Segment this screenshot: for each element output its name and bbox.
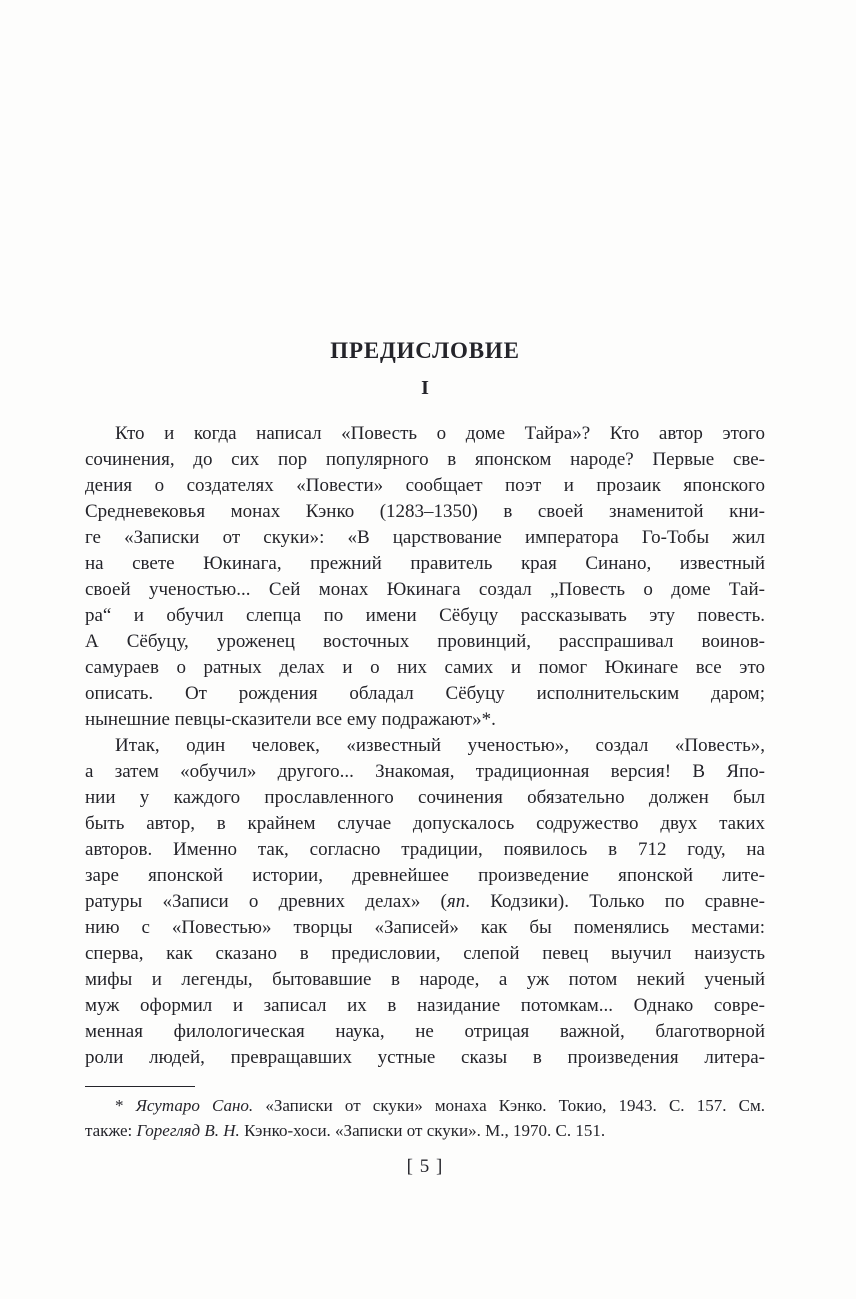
- preface-title: ПРЕДИСЛОВИЕ: [330, 338, 520, 363]
- page-number: [ 5 ]: [406, 1156, 444, 1177]
- body-line: менная филологическая наука, не отрицая важной, благотворной: [85, 1021, 765, 1042]
- text-column: [85, 0, 765, 1178]
- body-line: самураев о ратных делах и о них самих и помог Юкинаге все это: [85, 657, 765, 678]
- body-line: Итак, один человек, «известный ученостью», создал «Повесть»,: [115, 735, 765, 756]
- body-line: мифы и легенды, бытовавшие в народе, а уж потом некий ученый: [85, 969, 765, 990]
- paragraph: [85, 733, 765, 1071]
- body-line: Средневековья монах Кэнко (1283–1350) в своей знаменитой кни-: [85, 501, 765, 522]
- text-segment: *: [115, 1096, 136, 1115]
- body-line: [85, 889, 765, 915]
- body-line: муж оформил и записал их в назидание потомкам... Однако совре-: [85, 995, 765, 1016]
- body-line: нии у каждого прославленного сочинения обязательно должен был: [85, 787, 765, 808]
- footnote: [85, 1093, 765, 1143]
- italic-text: Ясутаро Сано.: [135, 1096, 254, 1115]
- body-line: своей ученостью... Сей монах Юкинага создал „Повесть о доме Тай-: [85, 579, 765, 600]
- body-line: А Сёбуцу, уроженец восточных провинций, расспрашивал воинов-: [85, 631, 765, 652]
- text-segment: «Записки от скуки» монаха Кэнко. Токио, 1943. С. 157. См.: [253, 1096, 765, 1115]
- body-line: авторов. Именно так, согласно традиции, появилось в 712 году, на: [85, 839, 765, 860]
- text-segment: также:: [85, 1121, 137, 1140]
- footnote-rule: [85, 1086, 195, 1087]
- body-line: сперва, как сказано в предисловии, слепой певец выучил наизусть: [85, 943, 765, 964]
- body-line: а затем «обучил» другого... Знакомая, традиционная версия! В Япо-: [85, 761, 765, 782]
- text-segment: . Кодзики). Только по сравне-: [465, 891, 765, 912]
- body-line: ге «Записки от скуки»: «В царствование императора Го-Тобы жил: [85, 527, 765, 548]
- paragraph: [85, 421, 765, 733]
- body-line: Кто и когда написал «Повесть о доме Тайра»? Кто автор этого: [115, 423, 765, 444]
- footnote-line: [85, 1093, 765, 1118]
- footnote-line: [85, 1118, 765, 1143]
- body-line: быть автор, в крайнем случае допускалось содружество двух таких: [85, 813, 765, 834]
- body-line: сочинения, до сих пор популярного в японском народе? Первые све-: [85, 449, 765, 470]
- body-line: описать. От рождения обладал Сёбуцу исполнительским даром;: [85, 683, 765, 704]
- body-line: ра“ и обучил слепца по имени Сёбуцу рассказывать эту повесть.: [85, 605, 765, 626]
- text-segment: ратуры «Записи о древних делах» (: [85, 891, 447, 912]
- body-line: нынешние певцы-сказители все ему подражают»*.: [85, 709, 496, 730]
- body-line: роли людей, превращавших устные сказы в произведения литера-: [85, 1047, 765, 1068]
- text-segment: Кэнко-хоси. «Записки от скуки». М., 1970. С. 151.: [239, 1121, 606, 1140]
- italic-text: Горегляд В. Н.: [136, 1121, 240, 1140]
- section-number: I: [421, 377, 429, 399]
- body-line: заре японской истории, древнейшее произведение японской лите-: [85, 865, 765, 886]
- body-line: дения о создателях «Повести» сообщает поэт и прозаик японского: [85, 475, 765, 496]
- paragraphs: [85, 421, 765, 1071]
- body-line: нию с «Повестью» творцы «Записей» как бы поменялись местами:: [85, 917, 765, 938]
- italic-text: яп: [446, 891, 466, 912]
- body-line: на свете Юкинага, прежний правитель края Синано, известный: [85, 553, 765, 574]
